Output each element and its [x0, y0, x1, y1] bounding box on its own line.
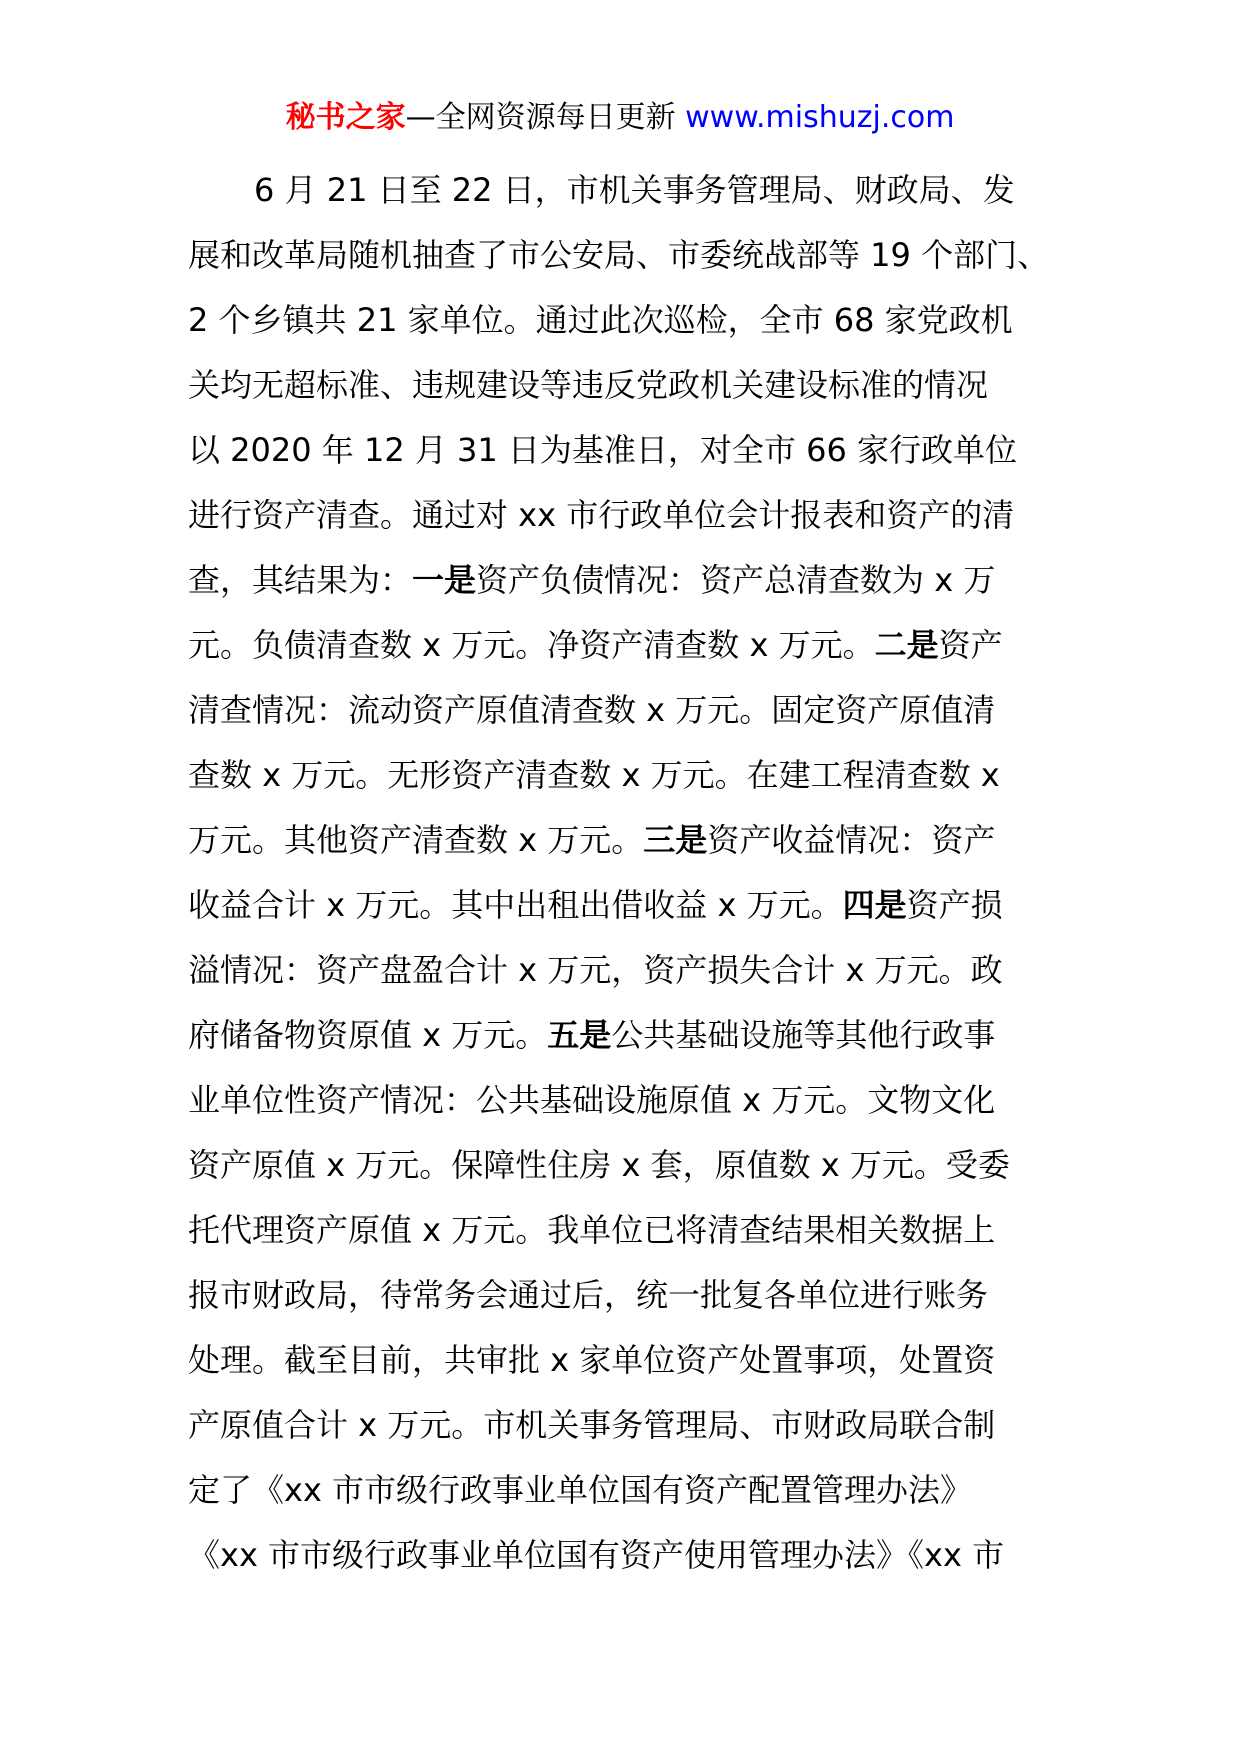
bold-heading-marker: 四是 — [842, 886, 907, 924]
text-line — [188, 298, 1068, 363]
bold-heading-marker: 一是 — [412, 561, 477, 599]
text-line — [188, 1338, 1068, 1403]
text-segment: 公共基础设施等其他行政事 — [611, 1016, 996, 1054]
text-segment: 托代理资产原值 x 万元。我单位已将清查结果相关数据上 — [188, 1211, 996, 1249]
text-segment: 查，其结果为： — [188, 561, 413, 599]
text-segment: 资产原值 x 万元。保障性住房 x 套，原值数 x 万元。受委 — [188, 1146, 1010, 1184]
text-line — [188, 883, 1068, 948]
text-line — [188, 233, 1068, 298]
text-segment: 府储备物资原值 x 万元。 — [188, 1016, 548, 1054]
page-header — [0, 98, 1240, 138]
text-line — [188, 1143, 1068, 1208]
website-link[interactable]: www.mishuzj.com — [685, 100, 955, 135]
text-line — [188, 1468, 1068, 1533]
text-line — [188, 493, 1068, 558]
text-line — [188, 753, 1068, 818]
text-segment: 清查情况：流动资产原值清查数 x 万元。固定资产原值清 — [188, 691, 996, 729]
text-segment: 资产 — [938, 626, 1003, 664]
text-line — [188, 818, 1068, 883]
header-tagline: —全网资源每日更新 — [405, 100, 676, 135]
text-line — [188, 428, 1068, 493]
text-line — [188, 1273, 1068, 1338]
text-line — [188, 1208, 1068, 1273]
text-line — [188, 688, 1068, 753]
brand-name: 秘书之家 — [285, 100, 406, 135]
text-segment: 进行资产清查。通过对 xx 市行政单位会计报表和资产的清 — [188, 496, 1015, 534]
text-segment: 万元。其他资产清查数 x 万元。 — [188, 821, 644, 859]
text-line — [188, 1013, 1068, 1078]
bold-heading-marker: 五是 — [547, 1016, 612, 1054]
text-line — [188, 1533, 1068, 1598]
text-segment: 2 个乡镇共 21 家单位。通过此次巡检，全市 68 家党政机 — [188, 301, 1013, 339]
text-segment: 资产负债情况：资产总清查数为 x 万 — [476, 561, 996, 599]
text-segment: 资产收益情况：资产 — [707, 821, 996, 859]
text-segment: 处理。截至目前，共审批 x 家单位资产处置事项，处置资 — [188, 1341, 996, 1379]
text-segment: 查数 x 万元。无形资产清查数 x 万元。在建工程清查数 x — [188, 756, 1000, 794]
text-segment: 元。负债清查数 x 万元。净资产清查数 x 万元。 — [188, 626, 875, 664]
text-segment: 关均无超标准、违规建设等违反党政机关建设标准的情况 — [188, 366, 989, 404]
text-segment: 业单位性资产情况：公共基础设施原值 x 万元。文物文化 — [188, 1081, 996, 1119]
text-segment: 产原值合计 x 万元。市机关事务管理局、市财政局联合制 — [188, 1406, 996, 1444]
document-body — [188, 168, 1068, 1598]
text-segment: 展和改革局随机抽查了市公安局、市委统战部等 19 个部门、 — [188, 236, 1050, 274]
text-line — [188, 1403, 1068, 1468]
text-segment: 报市财政局，待常务会通过后，统一批复各单位进行账务 — [188, 1276, 989, 1314]
text-segment: 资产损 — [906, 886, 1003, 924]
text-line — [188, 623, 1068, 688]
text-segment: 6 月 21 日至 22 日，市机关事务管理局、财政局、发 — [254, 171, 1015, 209]
bold-heading-marker: 三是 — [643, 821, 708, 859]
text-segment: 收益合计 x 万元。其中出租出借收益 x 万元。 — [188, 886, 843, 924]
text-line — [188, 1078, 1068, 1143]
text-line — [188, 363, 1068, 428]
text-line — [188, 948, 1068, 1013]
text-segment: 以 2020 年 12 月 31 日为基准日，对全市 66 家行政单位 — [188, 431, 1017, 469]
text-line — [188, 168, 1068, 233]
text-line — [188, 558, 1068, 623]
text-segment: 溢情况：资产盘盈合计 x 万元，资产损失合计 x 万元。政 — [188, 951, 1003, 989]
text-segment: 《xx 市市级行政事业单位国有资产使用管理办法》《xx 市 — [188, 1536, 1005, 1574]
text-segment: 定了《xx 市市级行政事业单位国有资产配置管理办法》 — [188, 1471, 973, 1509]
bold-heading-marker: 二是 — [874, 626, 939, 664]
